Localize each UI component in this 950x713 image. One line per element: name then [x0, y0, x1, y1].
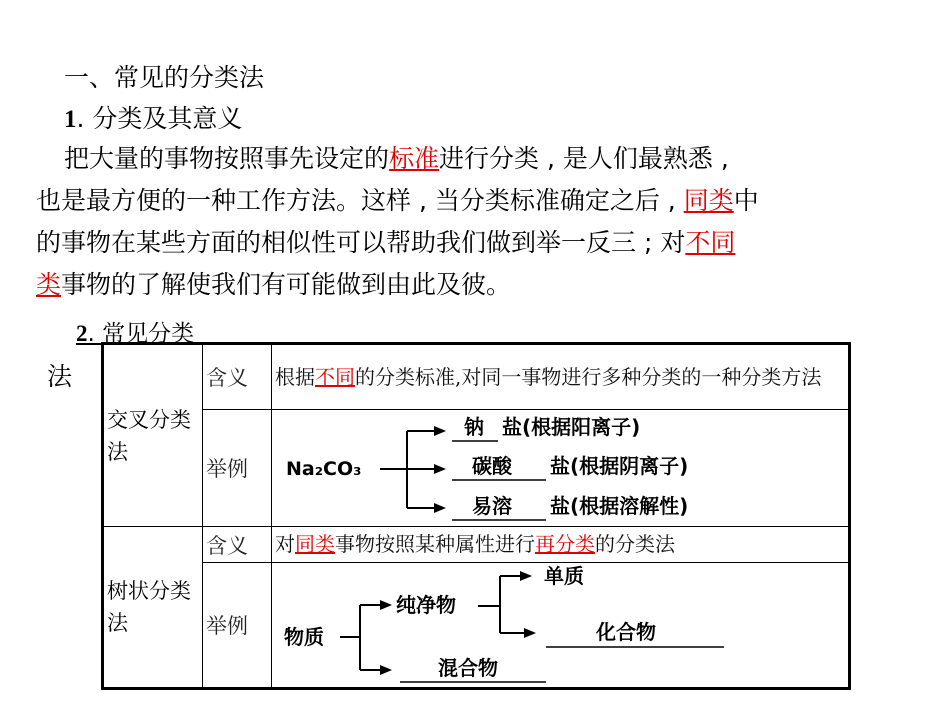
tree-category-label: 树状分类法	[107, 579, 191, 635]
text: 中	[733, 186, 759, 215]
arrow-compound-icon	[524, 628, 536, 638]
arrow-pure-icon	[380, 600, 392, 610]
highlight-different: 不同	[685, 228, 736, 257]
highlight-same-class: 同类	[295, 532, 335, 556]
tree-meaning-cell	[272, 527, 850, 563]
tree-category-cell	[103, 527, 203, 689]
paragraph-line-2	[36, 180, 759, 222]
tree-example-cell	[272, 563, 850, 689]
tree-meaning-label: 含义	[203, 527, 272, 563]
paragraph-line-4	[36, 264, 511, 306]
highlight-class: 类	[36, 270, 62, 299]
text: 进行分类 , 是人们最熟悉 ,	[439, 144, 729, 173]
matter-root: 物质	[284, 625, 324, 649]
cross-meaning-row	[103, 344, 850, 410]
na2co3-root: Na₂CO₃	[286, 457, 362, 480]
classification-table	[101, 342, 851, 690]
tree-diagram	[272, 563, 847, 687]
suffix-cation: 盐(根据阳离子)	[502, 414, 641, 439]
tree-meaning-row	[103, 527, 850, 563]
fill-sodium: 钠	[464, 414, 484, 439]
cross-example-row	[103, 410, 850, 527]
compound-fill: 化合物	[596, 620, 656, 644]
subheading-2-continuation: 法	[47, 362, 73, 391]
cross-example-label: 举例	[203, 410, 272, 527]
fill-carbonate: 碳酸	[472, 453, 512, 478]
subheading-1-text: . 分类及其意义	[76, 104, 243, 133]
highlight-different: 不同	[315, 364, 355, 389]
paragraph-line-1	[64, 138, 729, 180]
paragraph-line-3	[36, 222, 735, 264]
cross-category-cell	[103, 344, 203, 527]
text: 事物的了解使我们有可能做到由此及彼。	[61, 270, 512, 299]
section-heading: 一、常见的分类法	[64, 63, 265, 92]
mixture-fill: 混合物	[438, 656, 498, 680]
arrow-1-icon	[434, 426, 446, 436]
text: 也是最方便的一种工作方法。这样 , 当分类标准确定之后 ,	[36, 186, 684, 215]
text: 的分类标准,对同一事物进行多种分类的一种分类方法	[355, 364, 822, 389]
subheading-1-number: 1	[64, 106, 77, 133]
subheading-2-text: . 常见分类	[87, 321, 195, 347]
arrow-2-icon	[434, 464, 446, 474]
subheading-1	[64, 99, 242, 135]
subheading-2-number: 2	[76, 321, 88, 346]
highlight-standard: 标准	[389, 144, 440, 173]
tree-example-label: 举例	[203, 563, 272, 689]
arrow-3-icon	[434, 503, 446, 513]
arrow-element-icon	[520, 571, 532, 581]
fill-soluble: 易溶	[472, 493, 512, 518]
cross-category-label: 交叉分类法	[107, 407, 191, 464]
cross-meaning-cell	[272, 344, 850, 410]
text: 事物按照某种属性进行	[335, 532, 535, 556]
cross-diagram	[272, 411, 847, 526]
cross-meaning-label: 含义	[203, 344, 272, 410]
text: 对	[275, 532, 295, 556]
highlight-same-class: 同类	[683, 186, 734, 215]
suffix-solubility: 盐(根据溶解性)	[550, 493, 689, 518]
pure-substance: 纯净物	[396, 593, 456, 617]
cross-example-cell	[272, 410, 850, 527]
suffix-anion: 盐(根据阴离子)	[550, 453, 689, 478]
highlight-reclassify: 再分类	[535, 532, 595, 556]
element-substance: 单质	[544, 564, 584, 588]
text: 的事物在某些方面的相似性可以帮助我们做到举一反三 ; 对	[36, 228, 686, 257]
text: 根据	[275, 364, 315, 389]
tree-example-row	[103, 563, 850, 689]
arrow-mixture-icon	[380, 665, 392, 675]
text: 把大量的事物按照事先设定的	[64, 144, 390, 173]
text: 的分类法	[595, 532, 675, 556]
